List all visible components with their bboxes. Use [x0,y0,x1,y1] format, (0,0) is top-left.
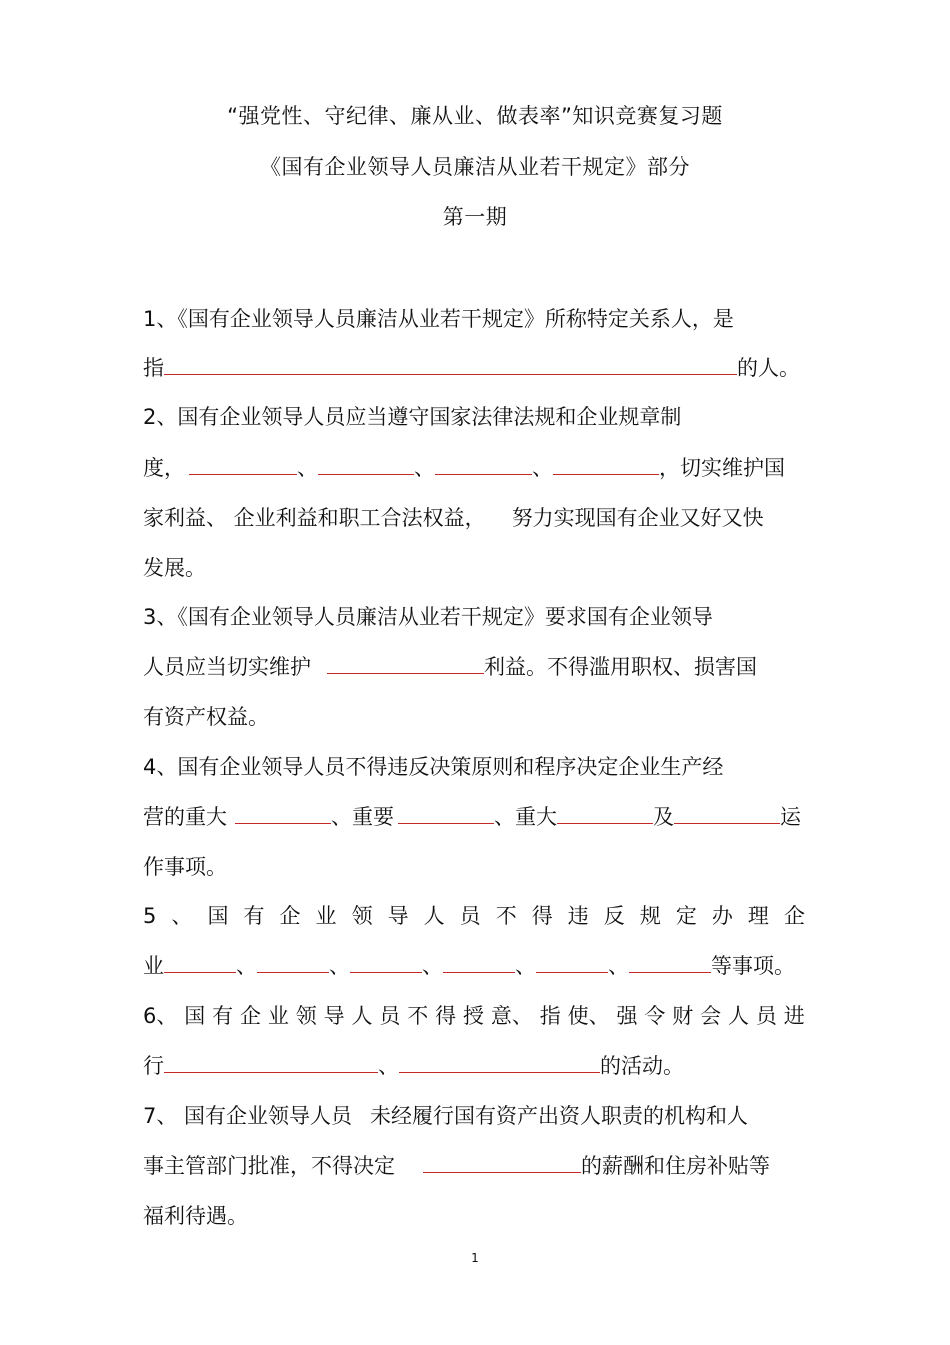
q5-blank-6[interactable] [629,952,711,973]
q6-char: 财 [672,1004,694,1028]
q2-prefix: 度， [143,456,185,480]
q4-blank-4[interactable] [674,803,780,824]
q7-line-1a: 7、 国有企业领导人员 [143,1104,353,1128]
q5-separator: 、 [236,954,257,978]
q5-char: 员 [459,904,481,928]
q4-suffix: 运 [780,805,801,829]
q4-blank-2[interactable] [398,803,494,824]
q5-char: 规 [639,904,661,928]
q6-char: 授 [463,1004,484,1028]
q3-suffix: 利益。不得滥用职权、损害国 [484,655,757,679]
q1-line-1: 1、《国有企业领导人员廉洁从业若干规定》所称特定关系人，是 [143,307,734,331]
q5-separator: 、 [329,954,350,978]
q5-blank-1[interactable] [164,952,236,973]
q6-char: 6、 [143,1004,178,1028]
q7-line-2 [143,1150,770,1182]
q5-char: 5 [143,904,157,928]
q5-separator: 、 [608,954,629,978]
q5-char: 得 [531,904,553,928]
q1-blank[interactable] [164,354,737,375]
q5-char: 有 [243,904,265,928]
q2-blank-4[interactable] [553,454,659,475]
q6-char: 会 [700,1004,722,1028]
q5-char: 违 [567,904,589,928]
q4-line-1: 4、国有企业领导人员不得违反决策原则和程序决定企业生产经 [143,755,724,779]
q2-line-2 [143,452,785,484]
page-number: 1 [471,1251,479,1265]
q2-line-3b: 努力实现国有企业又好又快 [511,506,764,530]
q5-char: 办 [711,904,733,928]
q4-prefix: 营的重大 [143,805,227,829]
q4-line-2 [143,801,801,833]
q5-char: 导 [387,904,409,928]
q6-line-1 [143,1000,805,1032]
q5-char: 领 [351,904,373,928]
q6-char: 进 [783,1004,805,1028]
q5-separator: 、 [422,954,443,978]
q7-blank[interactable] [423,1152,581,1173]
q5-char: 理 [747,904,769,928]
q5-separator: 、 [515,954,536,978]
q4-blank-1[interactable] [235,803,331,824]
q6-char: 意、 [490,1004,533,1028]
q5-char: 反 [603,904,625,928]
title-line-2: 《国有企业领导人员廉洁从业若干规定》部分 [260,155,690,179]
q6-char: 得 [435,1004,457,1028]
q6-char: 使、 [567,1004,610,1028]
q5-char: 业 [315,904,337,928]
q5-blank-2[interactable] [257,952,329,973]
q3-line-1: 3、《国有企业领导人员廉洁从业若干规定》要求国有企业领导 [143,605,713,629]
q5-prefix: 业 [143,954,164,978]
q2-separator: 、 [532,456,553,480]
q7-suffix: 的薪酬和住房补贴等 [581,1154,770,1178]
q5-blank-3[interactable] [350,952,422,973]
q4-line-3: 作事项。 [143,855,227,879]
q5-suffix: 等事项。 [711,954,795,978]
q6-char: 员 [379,1004,401,1028]
q6-char: 员 [755,1004,777,1028]
q6-suffix: 的活动。 [600,1054,684,1078]
q6-char: 企 [240,1004,261,1028]
q5-char: 不 [495,904,517,928]
q2-blank-2[interactable] [318,454,414,475]
q4-mid-1: 、重要 [331,805,394,829]
q5-line-1 [143,900,805,932]
q6-char: 不 [407,1004,429,1028]
q5-blank-4[interactable] [443,952,515,973]
q6-blank-1[interactable] [164,1052,378,1073]
q2-separator: 、 [414,456,435,480]
q5-blank-5[interactable] [536,952,608,973]
q5-char: 国 [207,904,229,928]
q6-blank-2[interactable] [399,1052,600,1073]
q3-line-2 [143,651,757,683]
q1-prefix: 指 [143,356,164,380]
q7-line-3: 福利待遇。 [143,1204,248,1228]
q4-mid-2: 、重大 [494,805,557,829]
q6-char: 指 [539,1004,561,1028]
q3-line-3: 有资产权益。 [143,705,269,729]
q6-line-2 [143,1050,684,1082]
q5-line-2 [143,950,795,982]
q2-line-4: 发展。 [143,556,206,580]
q7-line-1b: 未经履行国有资产出资人职责的机构和人 [370,1104,749,1128]
q6-separator: 、 [378,1054,399,1078]
q4-mid-3: 及 [653,805,674,829]
q6-char: 有 [212,1004,234,1028]
q6-char: 导 [323,1004,345,1028]
q3-prefix: 人员应当切实维护 [143,655,311,679]
q6-char: 国 [184,1004,206,1028]
q4-blank-3[interactable] [557,803,653,824]
q6-prefix: 行 [143,1054,164,1078]
q5-char: 定 [675,904,697,928]
q2-line-3a: 家利益、 企业利益和职工合法权益， [143,506,486,530]
q2-line-3 [143,502,764,534]
q2-blank-3[interactable] [435,454,532,475]
q6-char: 领 [295,1004,317,1028]
q2-blank-1[interactable] [189,454,297,475]
title-line-3: 第一期 [442,205,508,229]
q5-char: 企 [783,904,805,928]
q6-char: 人 [728,1004,749,1028]
q6-char: 人 [351,1004,373,1028]
q5-char: 人 [423,904,445,928]
q7-line-1 [143,1100,748,1132]
q1-line-2 [143,352,800,384]
q6-char: 业 [267,1004,289,1028]
q7-prefix: 事主管部门批准，不得决定 [143,1154,395,1178]
q6-char: 令 [644,1004,666,1028]
title-line-1: “强党性、守纪律、廉从业、做表率”知识竞赛复习题 [227,104,723,128]
q3-blank[interactable] [327,653,484,674]
q5-char: 、 [171,904,193,928]
q2-line-1: 2、国有企业领导人员应当遵守国家法律法规和企业规章制 [143,405,682,429]
q2-separator: 、 [297,456,318,480]
q2-suffix: ，切实维护国 [659,456,785,480]
q1-suffix: 的人。 [737,356,800,380]
q5-char: 企 [279,904,301,928]
q6-char: 强 [616,1004,638,1028]
